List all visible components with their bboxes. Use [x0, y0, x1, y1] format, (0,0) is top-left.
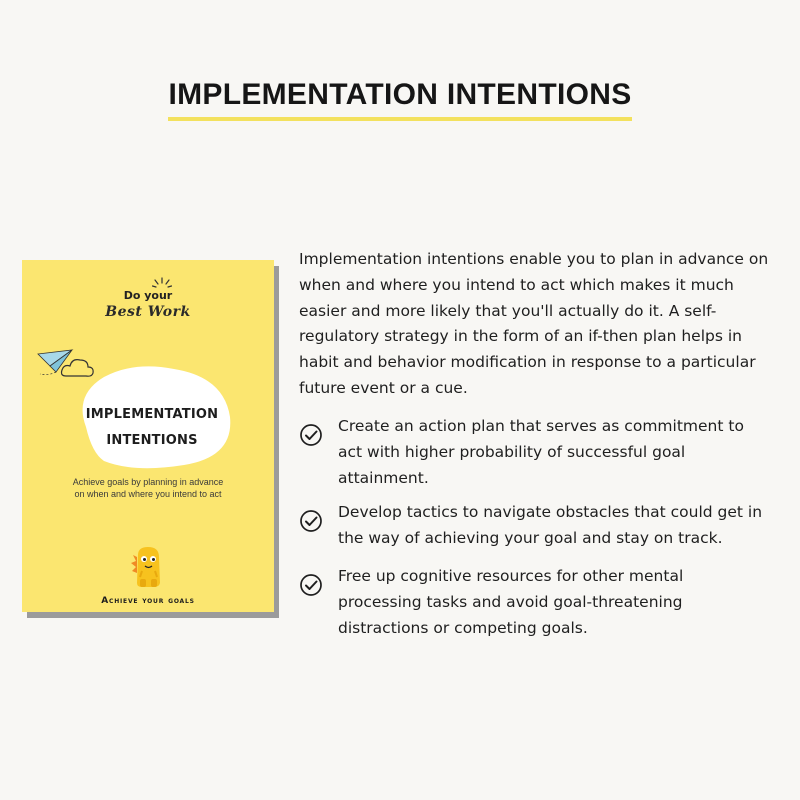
sun-rays-icon [152, 276, 172, 290]
monster-mascot-icon [129, 543, 167, 589]
cover-title [72, 402, 232, 454]
check-circle-icon [299, 509, 323, 533]
intro-paragraph: Implementation intentions enable you to plan in advance on when and where you intend to act which makes it much easier and more likely that you'll actually do it. A self-regulatory strategy in the form of an if-then plan helps in habit and behavior modification in response to a particular future event or a cue. [299, 250, 769, 397]
cover-subtitle-line2: on when and where you intend to act [74, 489, 222, 499]
bullet-text: Develop tactics to navigate obstacles that could get in the way of achieving your goal and stay on track. [338, 503, 763, 547]
cover-best-work: Best Work [105, 304, 191, 320]
check-circle-icon [299, 573, 323, 597]
cover-subtitle [22, 476, 274, 500]
bullet-text: Create an action plan that serves as commitment to act with higher probability of successful goal attainment. [338, 417, 744, 487]
bullet-text: Free up cognitive resources for other mental processing tasks and avoid goal-threatening distractions or competing goals. [338, 567, 684, 637]
cover-footer: Achieve your goals [101, 596, 195, 606]
cover-title-line2: INTENTIONS [106, 433, 198, 448]
page-title: IMPLEMENTATION INTENTIONS [168, 78, 631, 121]
check-circle-icon [299, 423, 323, 447]
book-cover [22, 260, 274, 612]
title-wrapper [0, 78, 800, 121]
cover-title-line1: IMPLEMENTATION [85, 407, 219, 422]
cover-subtitle-line1: Achieve goals by planning in advance [72, 477, 224, 487]
cover-do-your: Do your [123, 289, 173, 302]
